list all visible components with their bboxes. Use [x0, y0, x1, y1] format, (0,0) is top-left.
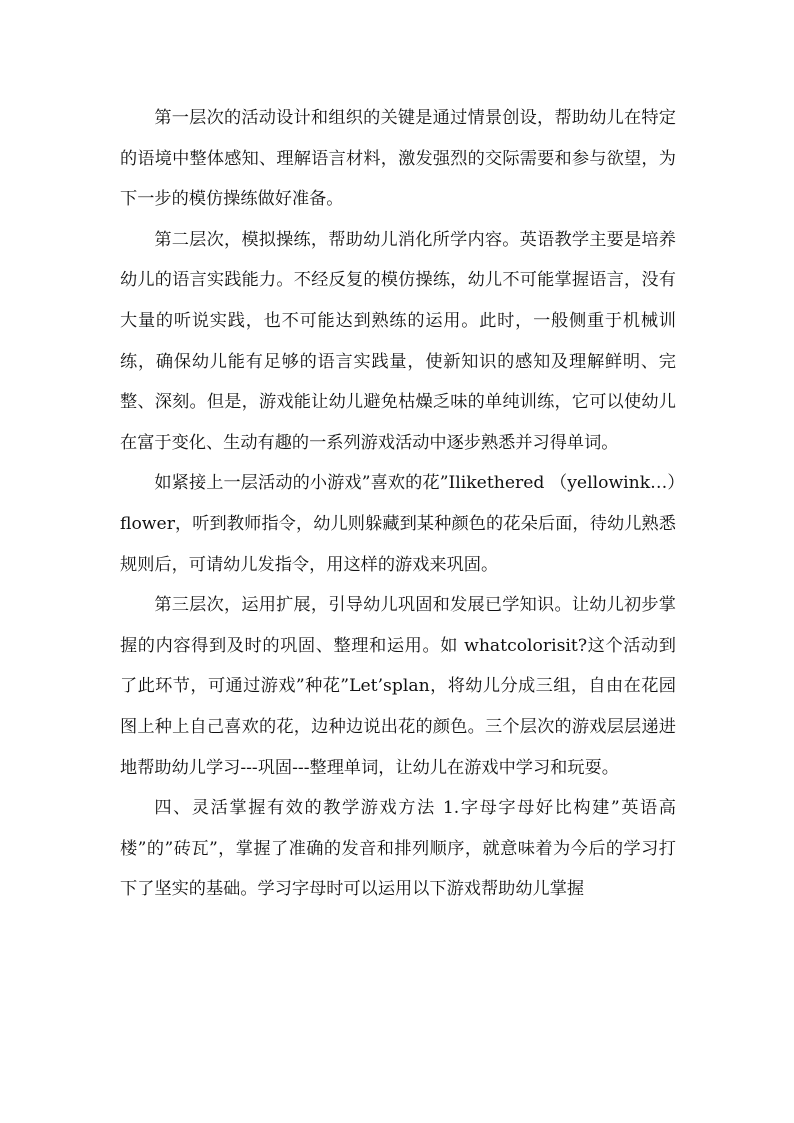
paragraph-5: 四、灵活掌握有效的教学游戏方法 1.字母字母好比构建”英语高楼”的”砖瓦”，掌握了准确的发音和排列顺序，就意味着为今后的学习打下了坚实的基础。学习字母时可以运用以下游戏帮助幼儿掌握 [120, 798, 676, 900]
document-body [120, 98, 676, 910]
paragraph-2: 第二层次，模拟操练，帮助幼儿消化所学内容。英语教学主要是培养幼儿的语言实践能力。不经反复的模仿操练，幼儿不可能掌握语言，没有大量的听说实践，也不可能达到熟练的运用。此时，一般侧重于机械训练，确保幼儿能有足够的语言实践量，使新知识的感知及理解鲜明、完整、深刻。但是，游戏能让幼儿避免枯燥乏味的单纯训练，它可以使幼儿在富于变化、生动有趣的一系列游戏活动中逐步熟悉并习得单词。 [120, 229, 676, 453]
paragraph-1: 第一层次的活动设计和组织的关键是通过情景创设，帮助幼儿在特定的语境中整体感知、理解语言材料，激发强烈的交际需要和参与欲望，为下一步的模仿操练做好准备。 [120, 108, 676, 210]
paragraph-4: 第三层次，运用扩展，引导幼儿巩固和发展已学知识。让幼儿初步掌握的内容得到及时的巩固、整理和运用。如 whatcolorisit?这个活动到了此环节，可通过游戏”种花”Let’splan，将幼儿分成三组，自由在花园图上种上自己喜欢的花，边种边说出花的颜色。三个层次的游戏层层递进地帮助幼儿学习---巩固---整理单词，让幼儿在游戏中学习和玩耍。 [120, 595, 676, 778]
paragraph-3: 如紧接上一层活动的小游戏”喜欢的花”Ilikethered （yellowink…）flower，听到教师指令，幼儿则躲藏到某种颜色的花朵后面，待幼儿熟悉规则后，可请幼儿发指令，用这样的游戏来巩固。 [120, 473, 676, 575]
